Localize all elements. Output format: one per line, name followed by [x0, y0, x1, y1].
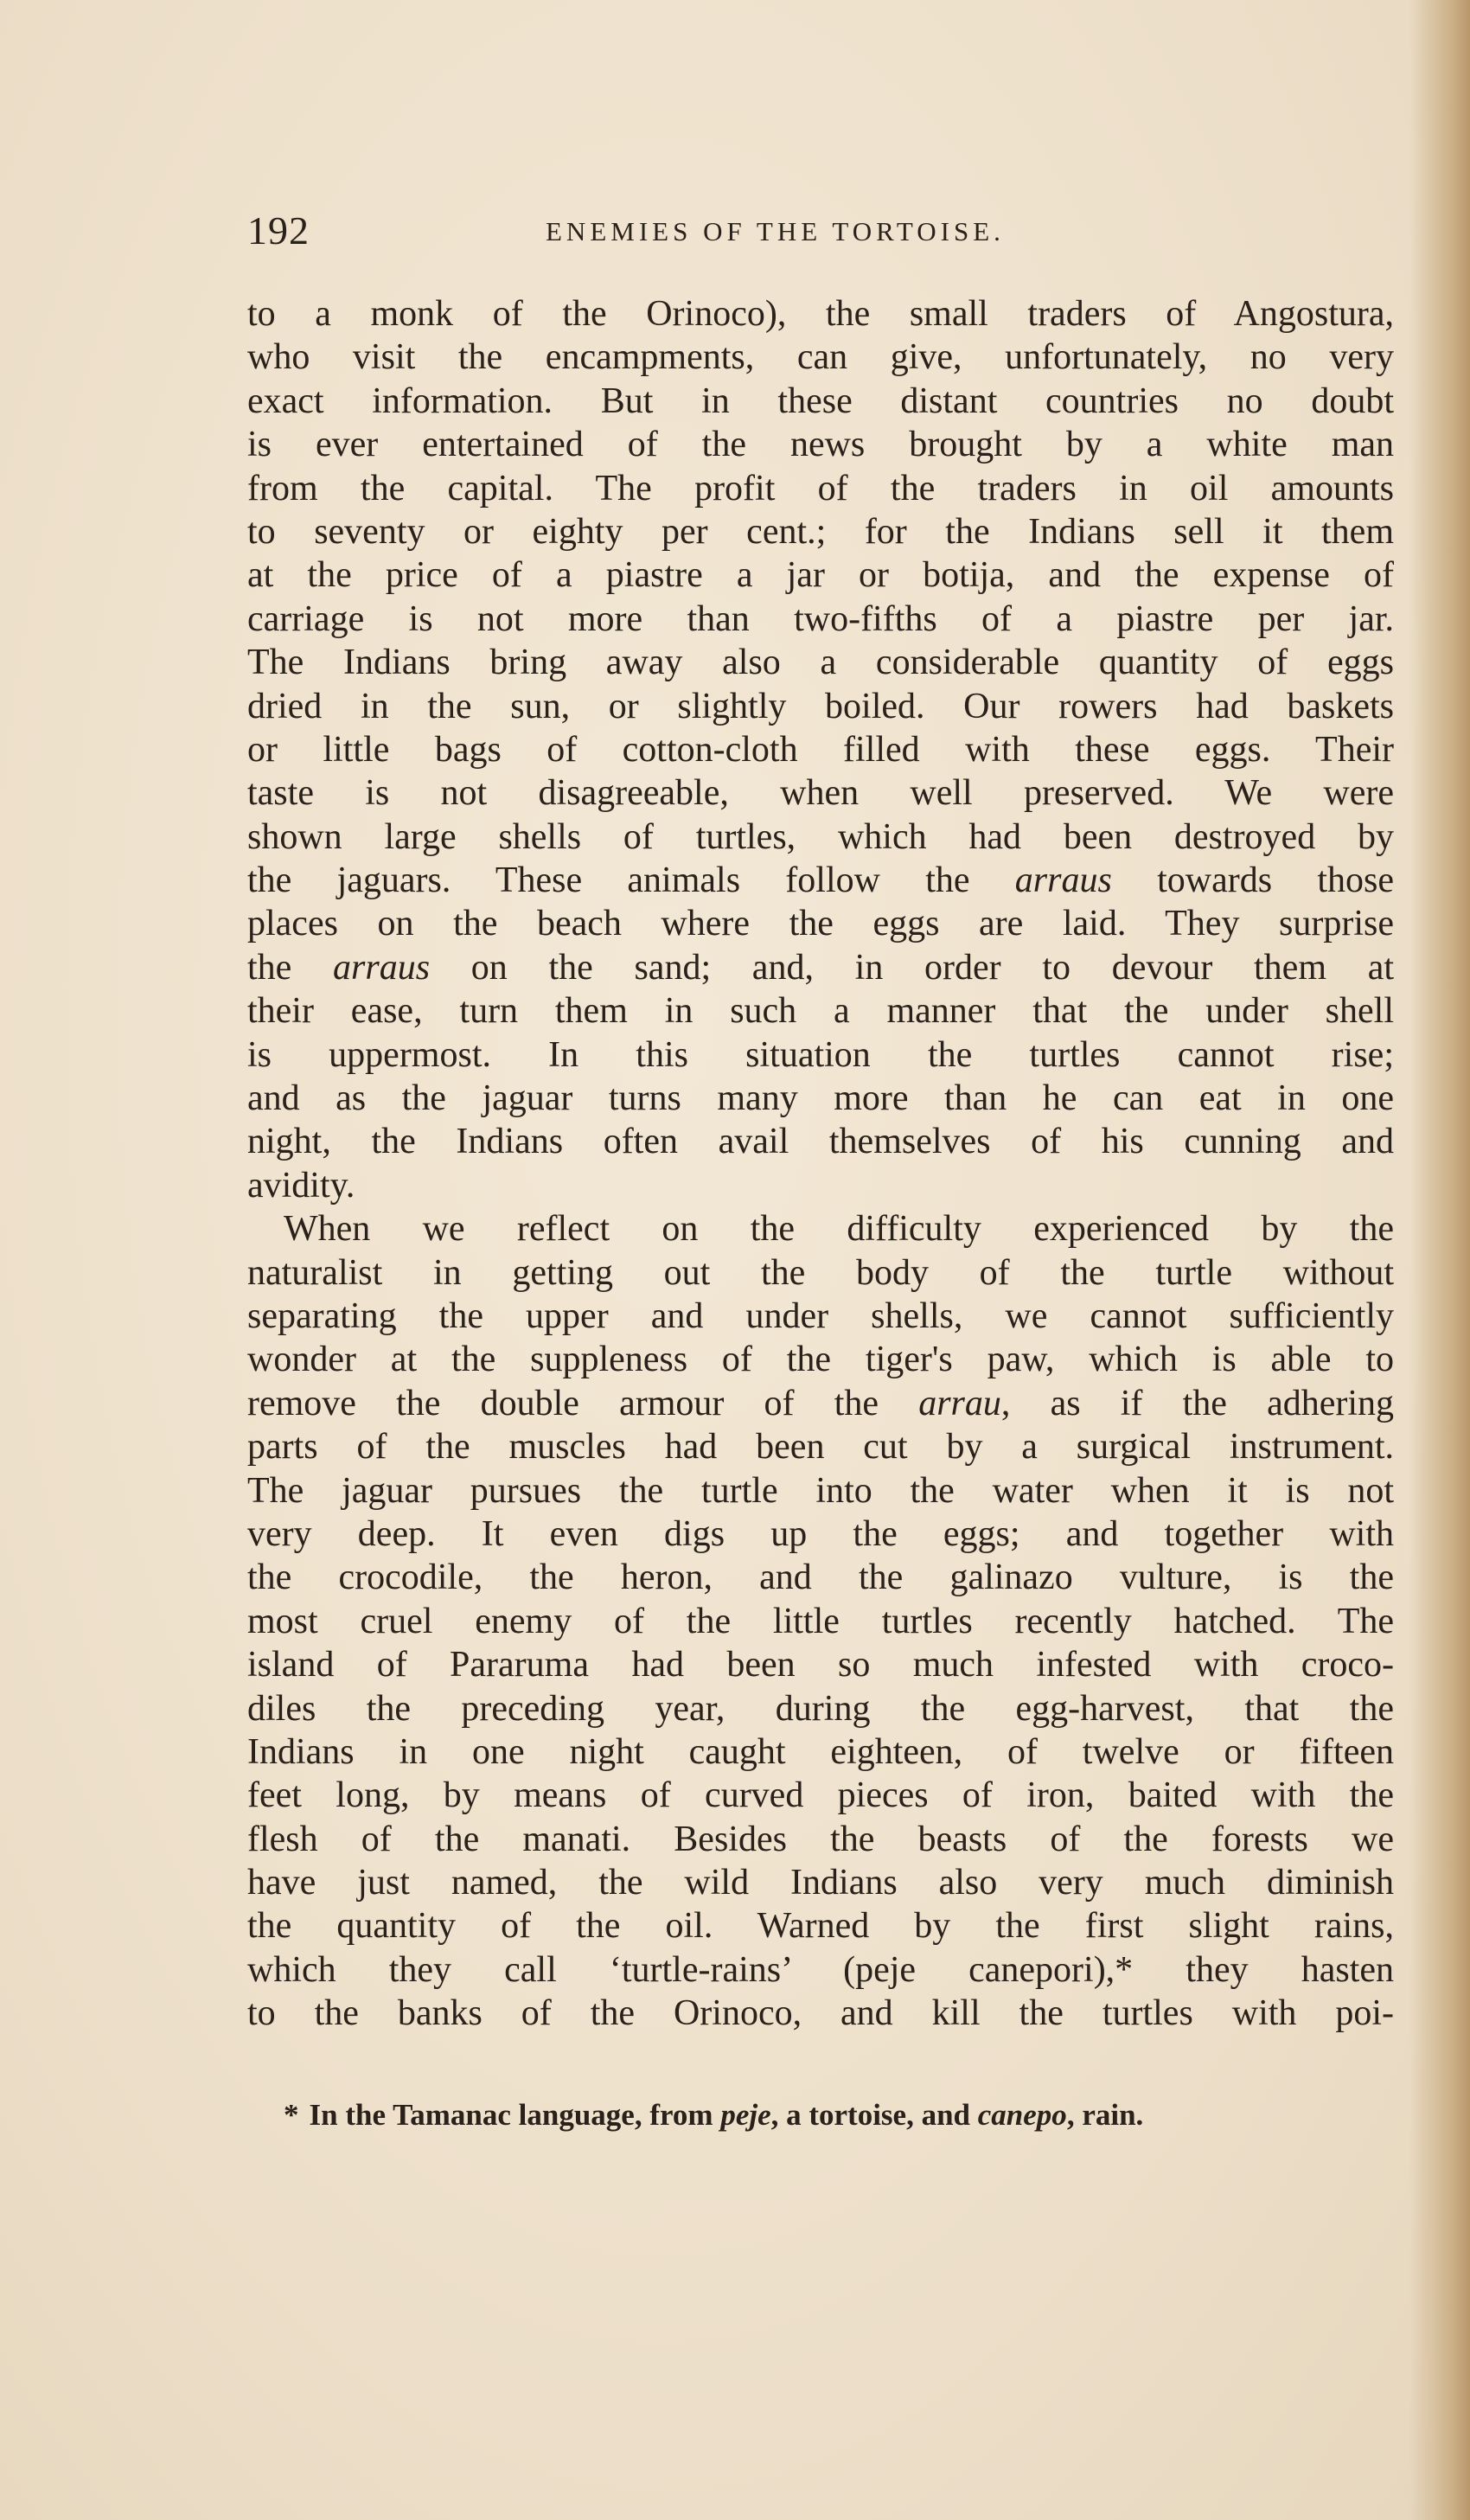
text-segment: towards those — [1111, 860, 1394, 901]
text-line: Indians in one night caught eighteen, of twelve or fifteen — [247, 1731, 1394, 1772]
text-segment: the jaguars. These animals follow the — [247, 860, 1015, 901]
footnote-italic-word: peje — [720, 2098, 771, 2132]
italic-word: arraus — [333, 947, 431, 988]
text-line: the quantity of the oil. Warned by the first slight rains, — [247, 1906, 1394, 1947]
italic-word: arraus — [1014, 860, 1112, 901]
text-line: which they call ‘turtle-rains’ (peje canepori),* they hasten — [247, 1949, 1394, 1990]
text-line: taste is not disagreeable, when well preserved. We were — [247, 773, 1394, 814]
footnote-italic-word: canepo — [977, 2098, 1067, 2132]
text-line: very deep. It even digs up the eggs; and together with — [247, 1513, 1394, 1554]
text-segment: the — [247, 947, 334, 988]
text-line: from the capital. The profit of the traders in oil amounts — [247, 468, 1394, 508]
footnote-marker: * — [284, 2098, 299, 2132]
text-line: to seventy or eighty per cent.; for the Indians sell it them — [247, 511, 1394, 552]
text-line: to a monk of the Orinoco), the small traders of Angostura, — [247, 294, 1394, 334]
text-line — [247, 946, 1394, 989]
text-line: and as the jaguar turns many more than he can eat in one — [247, 1078, 1394, 1119]
text-line: have just named, the wild Indians also very much diminish — [247, 1863, 1394, 1903]
text-line: at the price of a piastre a jar or botija, and the expense of — [247, 555, 1394, 596]
text-line: When we reflect on the difficulty experienced by the — [284, 1209, 1394, 1250]
text-line: carriage is not more than two-fifths of a piastre per jar. — [247, 598, 1394, 639]
body-text — [247, 292, 1394, 2036]
text-line: separating the upper and under shells, we cannot sufficiently — [247, 1295, 1394, 1336]
text-line: is ever entertained of the news brought by a white man — [247, 425, 1394, 465]
text-line: the crocodile, the heron, and the galinazo vulture, is the — [247, 1557, 1394, 1598]
text-line: parts of the muscles had been cut by a surgical instrument. — [247, 1427, 1394, 1468]
running-title: ENEMIES OF THE TORTOISE. — [546, 216, 1005, 246]
text-line: night, the Indians often avail themselves of his cunning and — [247, 1122, 1394, 1162]
text-line: exact information. But in these distant countries no doubt — [247, 381, 1394, 421]
text-line: places on the beach where the eggs are laid. They surprise — [247, 904, 1394, 944]
text-line: most cruel enemy of the little turtles recently hatched. The — [247, 1601, 1394, 1641]
page-number: 192 — [247, 208, 310, 253]
text-line — [247, 1382, 1394, 1425]
text-segment: remove the double armour of the — [247, 1383, 919, 1423]
text-line: naturalist in getting out the body of the turtle without — [247, 1252, 1394, 1293]
running-head — [247, 208, 1394, 268]
text-line: to the banks of the Orinoco, and kill the turtles with poi- — [247, 1993, 1394, 2034]
footnote-text: , a tortoise, and — [770, 2098, 978, 2132]
text-segment: , as if the adhering — [1000, 1383, 1395, 1423]
text-line: The Indians bring away also a considerable quantity of eggs — [247, 643, 1394, 683]
text-line: feet long, by means of curved pieces of iron, baited with the — [247, 1775, 1394, 1816]
text-line: island of Pararuma had been so much infested with croco- — [247, 1645, 1394, 1685]
footnote-text: In the Tamanac language, from — [309, 2098, 721, 2132]
text-line: diles the preceding year, during the egg-harvest, that the — [247, 1688, 1394, 1729]
text-line: is uppermost. In this situation the turtles cannot rise; — [247, 1034, 1394, 1075]
text-line: or little bags of cotton-cloth filled with these eggs. Their — [247, 729, 1394, 770]
text-line: The jaguar pursues the turtle into the water when it is not — [247, 1470, 1394, 1511]
footnote — [284, 2095, 1356, 2136]
text-line: shown large shells of turtles, which had been destroyed by — [247, 816, 1394, 857]
text-line: flesh of the manati. Besides the beasts of the forests we — [247, 1819, 1394, 1859]
text-segment: on the sand; and, in order to devour them at — [430, 947, 1395, 988]
page-edge-shadow — [1409, 0, 1470, 2520]
text-line: avidity. — [247, 1165, 355, 1206]
text-line: dried in the sun, or slightly boiled. Our rowers had baskets — [247, 686, 1394, 726]
text-line: wonder at the suppleness of the tiger's paw, which is able to — [247, 1340, 1394, 1380]
italic-word: arrau — [918, 1383, 1001, 1423]
footnote-text: , rain. — [1066, 2098, 1144, 2132]
text-line: their ease, turn them in such a manner that the under shell — [247, 991, 1394, 1032]
text-line — [247, 859, 1394, 902]
text-line: who visit the encampments, can give, unfortunately, no very — [247, 337, 1394, 378]
